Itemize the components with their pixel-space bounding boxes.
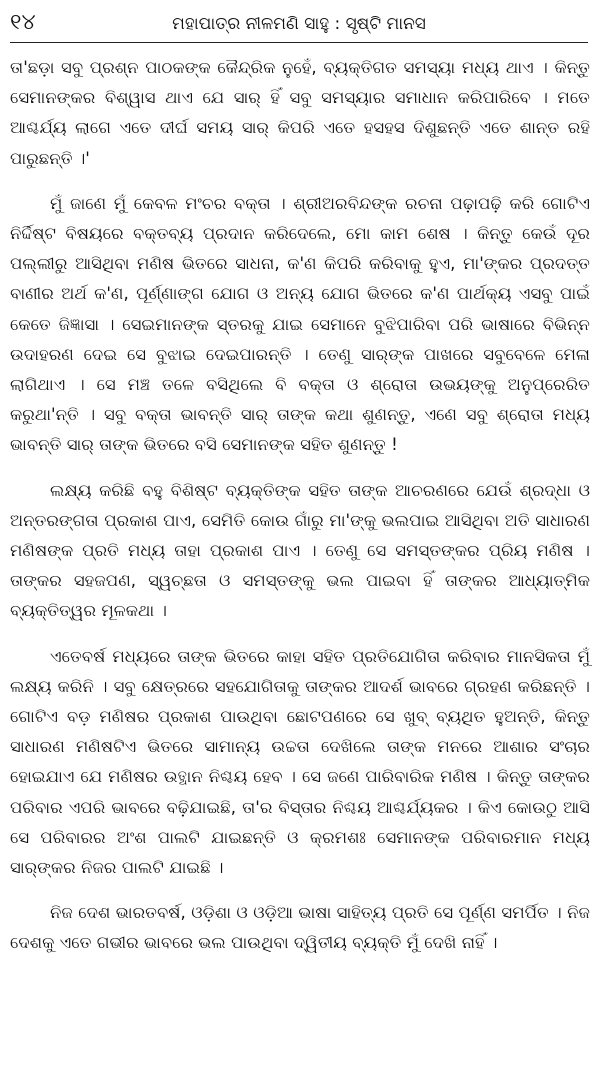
paragraph-1: ତା'ଛଡ଼ା ସବୁ ପ୍ରଶ୍ନ ପାଠକଙ୍କ କୈନ୍ଦ୍ରିକ ନୁହେଁ, ବ୍ୟକ୍ତିଗତ ସମସ୍ୟା ମଧ୍ୟ ଥାଏ । କିନ୍ତୁ ସେମାନଙ୍କର ବିଶ୍ୱାସ ଥାଏ ଯେ ସାର୍ ହିଁ ସବୁ ସମସ୍ୟାର ସମାଧାନ କରିପାରିବେ । ମତେ ଆଶ୍ଚର୍ଯ୍ୟ ଲାଗେ ଏତେ ଦୀର୍ଘ ସମୟ ସାର୍ କିପରି ଏତେ ହସହସ ଦିଶୁଛନ୍ତି ଏତେ ଶାନ୍ତ ରହି ପାରୁଛନ୍ତି ।' <box>10 58 590 168</box>
body-text <box>10 53 590 959</box>
paragraph-4: ଏତେବର୍ଷ ମଧ୍ୟରେ ତାଙ୍କ ଭିତରେ କାହା ସହିତ ପ୍ରତିଯୋଗିତା କରିବାର ମାନସିକତା ମୁଁ ଲକ୍ଷ୍ୟ କରିନି । ସବୁ କ୍ଷେତ୍ରରେ ସହଯୋଗିତାକୁ ତାଙ୍କର ଆଦର୍ଶ ଭାବରେ ଗ୍ରହଣ କରିଛନ୍ତି । ଗୋଟିଏ ବଡ଼ ମଣିଷର ପ୍ରକାଶ ପାଉଥିବା ଛୋଟପଣରେ ସେ ଖୁବ୍ ବ୍ୟଥିତ ହୁଅନ୍ତି, କିନ୍ତୁ ସାଧାରଣ ମଣିଷଟିଏ ଭିତରେ ସାମାନ୍ୟ ଉଚ୍ଚତା ଦେଖିଲେ ତାଙ୍କ ମନରେ ଆଶାର ସଂଚାର ହୋଇଯାଏ ଯେ ମଣିଷର ଉତ୍ଥାନ ନିଶ୍ଚୟ ହେବ । ସେ ଜଣେ ପାରିବାରିକ ମଣିଷ । କିନ୍ତୁ ତାଙ୍କର ପରିବାର ଏପରି ଭାବରେ ବଢ଼ିଯାଇଛି, ତା'ର ବିସ୍ତାର ନିଶ୍ଚୟ ଆଶ୍ଚର୍ଯ୍ୟକର । କିଏ କୋଉଠୁ ଆସି ସେ ପରିବାରର ଅଂଶ ପାଲଟି ଯାଇଛନ୍ତି ଓ କ୍ରମଶଃ ସେମାନଙ୍କ ପରିବାରମାନ ମଧ୍ୟ ସାର୍‌ଙ୍କର ନିଜର ପାଲଟି ଯାଇଛି । <box>10 646 590 878</box>
paragraph-gap <box>10 883 590 898</box>
paragraph-5: ନିଜ ଦେଶ ଭାରତବର୍ଷ, ଓଡ଼ିଶା ଓ ଓଡ଼ିଆ ଭାଷା ସାହିତ୍ୟ ପ୍ରତି ସେ ପୂର୍ଣ୍ଣ ସମର୍ପିତ । ନିଜ ଦେଶକୁ ଏତେ ଗଭୀର ଭାବରେ ଭଲ ପାଉଥିବା ଦ୍ୱିତୀୟ ବ୍ୟକ୍ତି ମୁଁ ଦେଖି ନାହିଁ । <box>10 903 590 953</box>
page-header <box>10 8 588 43</box>
page-number: ୧୪ <box>10 10 36 35</box>
paragraph-gap <box>10 627 590 642</box>
paragraph-3: ଲକ୍ଷ୍ୟ କରିଛି ବହୁ ବିଶିଷ୍ଟ ବ୍ୟକ୍ତିଙ୍କ ସହିତ ତାଙ୍କ ଆଚରଣରେ ଯେଉଁ ଶ୍ରଦ୍ଧା ଓ ଅନ୍ତରଙ୍ଗତା ପ୍ରକାଶ ପାଏ, ସେମିତି କୋଉ ଗାଁରୁ ମା'ଙ୍କୁ ଭଲପାଇ ଆସିଥିବା ଅତି ସାଧାରଣ ମଣିଷଙ୍କ ପ୍ରତି ମଧ୍ୟ ତାହା ପ୍ରକାଶ ପାଏ । ତେଣୁ ସେ ସମସ୍ତଙ୍କର ପ୍ରିୟ ମଣିଷ । ତାଙ୍କର ସହଜପଣ, ସ୍ୱଚ୍ଛତା ଓ ସମସ୍ତଙ୍କୁ ଭଲ ପାଇବା ହିଁ ତାଙ୍କର ଆଧ୍ୟାତ୍ମିକ ବ୍ୟକ୍ତିତ୍ୱର ମୂଳକଥା । <box>10 480 590 621</box>
paragraph-gap <box>10 174 590 189</box>
running-title: ମହାପାତ୍ର ନୀଳମଣି ସାହୁ : ସୃଷ୍ଟି ମାନସ <box>172 14 426 34</box>
paragraph-2: ମୁଁ ଜାଣେ ମୁଁ କେବଳ ମଂଚର ବକ୍ତା । ଶ୍ରୀଅରବିନ୍ଦଙ୍କ ରଚନା ପଢ଼ାପଢ଼ି କରି ଗୋଟିଏ ନିର୍ଦ୍ଦିଷ୍ଟ ବିଷୟରେ ବକ୍ତବ୍ୟ ପ୍ରଦାନ କରିଦେଲେ, ମୋ କାମ ଶେଷ । କିନ୍ତୁ କେଉଁ ଦୂର ପଲ୍ଲୀରୁ ଆସିଥିବା ମଣିଷ ଭିତରେ ସାଧନା, କ'ଣ କିପରି କରିବାକୁ ହୁଏ, ମା'ଙ୍କର ପ୍ରଦତ୍ତ ବାଣୀର ଅର୍ଥ କ'ଣ, ପୂର୍ଣ୍ଣାଙ୍ଗ ଯୋଗ ଓ ଅନ୍ୟ ଯୋଗ ଭିତରେ କ'ଣ ପାର୍ଥକ୍ୟ ଏସବୁ ପାଇଁ କେତେ ଜିଜ୍ଞାସା । ସେଇମାନଙ୍କ ସ୍ତରକୁ ଯାଇ ସେମାନେ ବୁଝିପାରିବା ପରି ଭାଷାରେ ବିଭିନ୍ନ ଉଦାହରଣ ଦେଇ ସେ ବୁଝାଇ ଦେଇପାରନ୍ତି । ତେଣୁ ସାର୍‌ଙ୍କ ପାଖରେ ସବୁବେଳେ ମେଳା ଲାଗିଥାଏ । ସେ ମଞ୍ଚ ତଳେ ବସିଥିଲେ ବି ବକ୍ତା ଓ ଶ୍ରୋତା ଉଭୟଙ୍କୁ ଅନୁପ୍ରେରିତ କରୁଥା'ନ୍ତି । ସବୁ ବକ୍ତା ଭାବନ୍ତି ସାର୍ ତାଙ୍କ କଥା ଶୁଣନ୍ତୁ, ଏଣେ ସବୁ ଶ୍ରୋତା ମଧ୍ୟ ଭାବନ୍ତି ସାର୍ ତାଙ୍କ ଭିତରେ ବସି ସେମାନଙ୍କ ସହିତ ଶୁଣନ୍ତୁ ! <box>10 193 590 455</box>
paragraph-gap <box>10 461 590 476</box>
